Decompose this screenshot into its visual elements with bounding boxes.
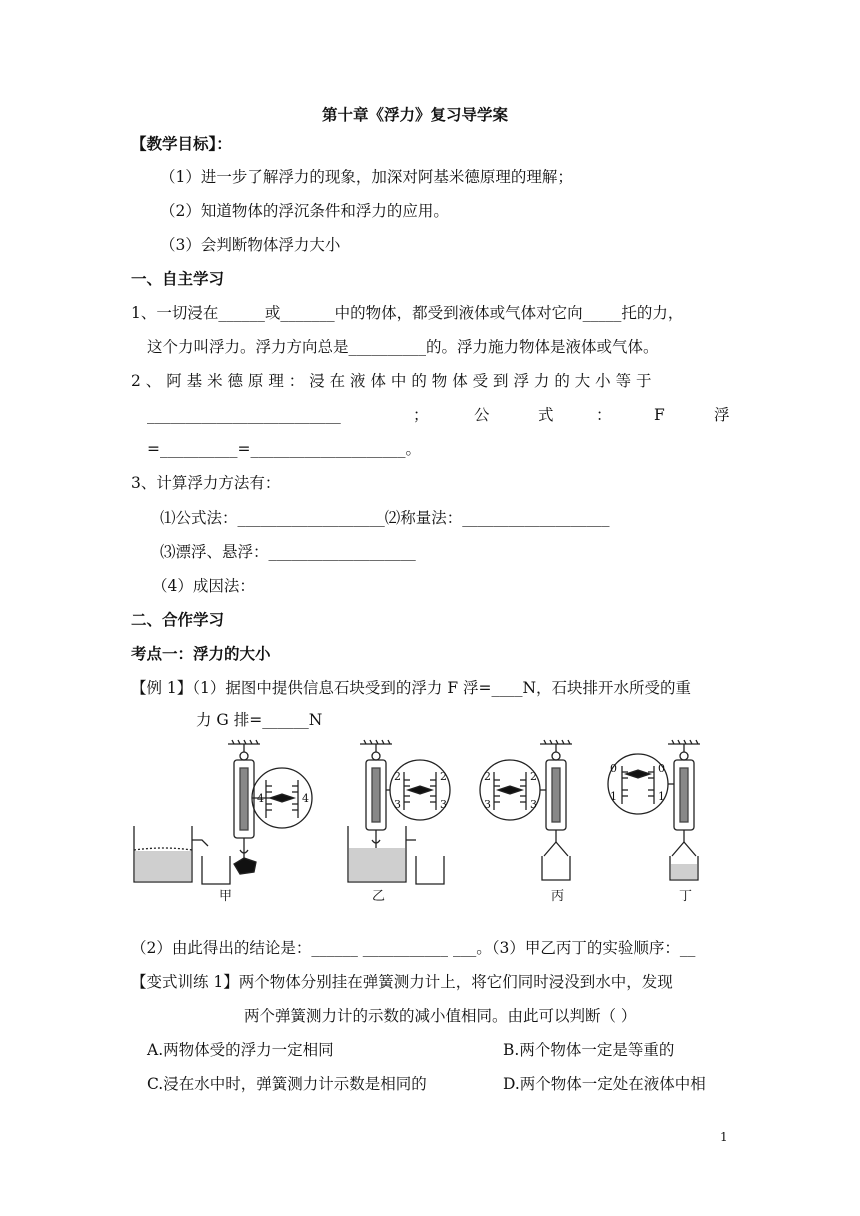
example-line: 【例 1】（1）据图中提供信息石块受到的浮力 F 浮=____N，石块排开水所受的重: [131, 679, 692, 697]
page-number: 1: [720, 1130, 728, 1144]
figure-label-ding: 丁: [679, 889, 693, 904]
question-line: 2 、 阿 基 米 德 原 理 ： 浸 在 液 体 中 的 物 体 受 到 浮 力 的 大 小 等 于: [131, 372, 652, 390]
option-a: A.两物体受的浮力一定相同: [147, 1041, 334, 1059]
objective-item: （3）会判断物体浮力大小: [160, 236, 341, 254]
page-title: 第十章《浮力》复习导学案: [322, 106, 509, 124]
scale-mark: 3: [530, 798, 537, 811]
scale-mark: 1: [610, 790, 617, 803]
scale-mark: 1: [658, 790, 665, 803]
option-d: D.两个物体一定处在液体中相: [503, 1075, 706, 1093]
figure-label-yi: 乙: [372, 889, 386, 904]
example-line: 力 G 排=______N: [196, 711, 323, 729]
formula-symbol: F: [654, 406, 665, 424]
question-line: 1、一切浸在______或_______中的物体，都受到液体或气体对它向_____托的力，: [131, 304, 684, 322]
option-b: B.两个物体一定是等重的: [503, 1041, 675, 1059]
method-line: ⑶漂浮、悬浮：___________________: [160, 543, 416, 561]
formula-text: 式: [538, 406, 554, 424]
question-line: 3、计算浮力方法有：: [131, 474, 281, 492]
setup-bing: [480, 740, 572, 880]
variant-line: 两个弹簧测力计的示数的减小值相同。由此可以判断（ ）: [244, 1007, 637, 1025]
scale-mark: 4: [302, 792, 309, 805]
scale-mark: 3: [440, 798, 447, 811]
setup-jia: [134, 740, 312, 884]
formula-line: =__________=____________________。: [147, 440, 421, 458]
punctuation: ：: [596, 406, 612, 424]
scale-mark: 2: [484, 770, 491, 783]
method-line: ⑴公式法：___________________⑵称量法：___________________: [160, 509, 610, 527]
scale-mark: 2: [530, 770, 537, 783]
example-line: （2）由此得出的结论是：______ ___________ ___。（3）甲乙丙丁的实验顺序：__: [131, 939, 696, 957]
option-c: C.浸在水中时，弹簧测力计示数是相同的: [147, 1075, 427, 1093]
section-heading: 一、自主学习: [131, 270, 225, 288]
point-heading: 考点一：浮力的大小: [131, 645, 271, 663]
scale-mark: 2: [440, 770, 447, 783]
fill-blank: _________________________: [147, 406, 341, 424]
scale-mark: 0: [610, 762, 617, 775]
formula-text: 公: [474, 406, 490, 424]
objectives-heading: 【教学目标】：: [131, 135, 232, 153]
objective-item: （2）知道物体的浮沉条件和浮力的应用。: [160, 202, 449, 220]
formula-text: 浮: [714, 406, 730, 424]
figure-label-jia: 甲: [219, 889, 233, 904]
setup-yi: [348, 740, 450, 884]
scale-mark: 4: [257, 792, 264, 805]
punctuation: ；: [413, 406, 429, 424]
setup-ding: [608, 740, 700, 880]
objective-item: （1）进一步了解浮力的现象，加深对阿基米德原理的理解；: [160, 168, 573, 186]
question-line: 这个力叫浮力。浮力方向总是__________的。浮力施力物体是液体或气体。: [147, 338, 659, 356]
scale-mark: 3: [394, 798, 401, 811]
variant-line: 【变式训练 1】两个物体分别挂在弹簧测力计上，将它们同时浸没到水中，发现: [131, 973, 673, 991]
method-line: （4）成因法：: [152, 577, 255, 595]
figure-label-bing: 丙: [551, 889, 565, 904]
scale-mark: 0: [658, 762, 665, 775]
scale-mark: 3: [484, 798, 491, 811]
section-heading: 二、合作学习: [131, 611, 225, 629]
scale-mark: 2: [394, 770, 401, 783]
experiment-figure: [130, 738, 740, 906]
